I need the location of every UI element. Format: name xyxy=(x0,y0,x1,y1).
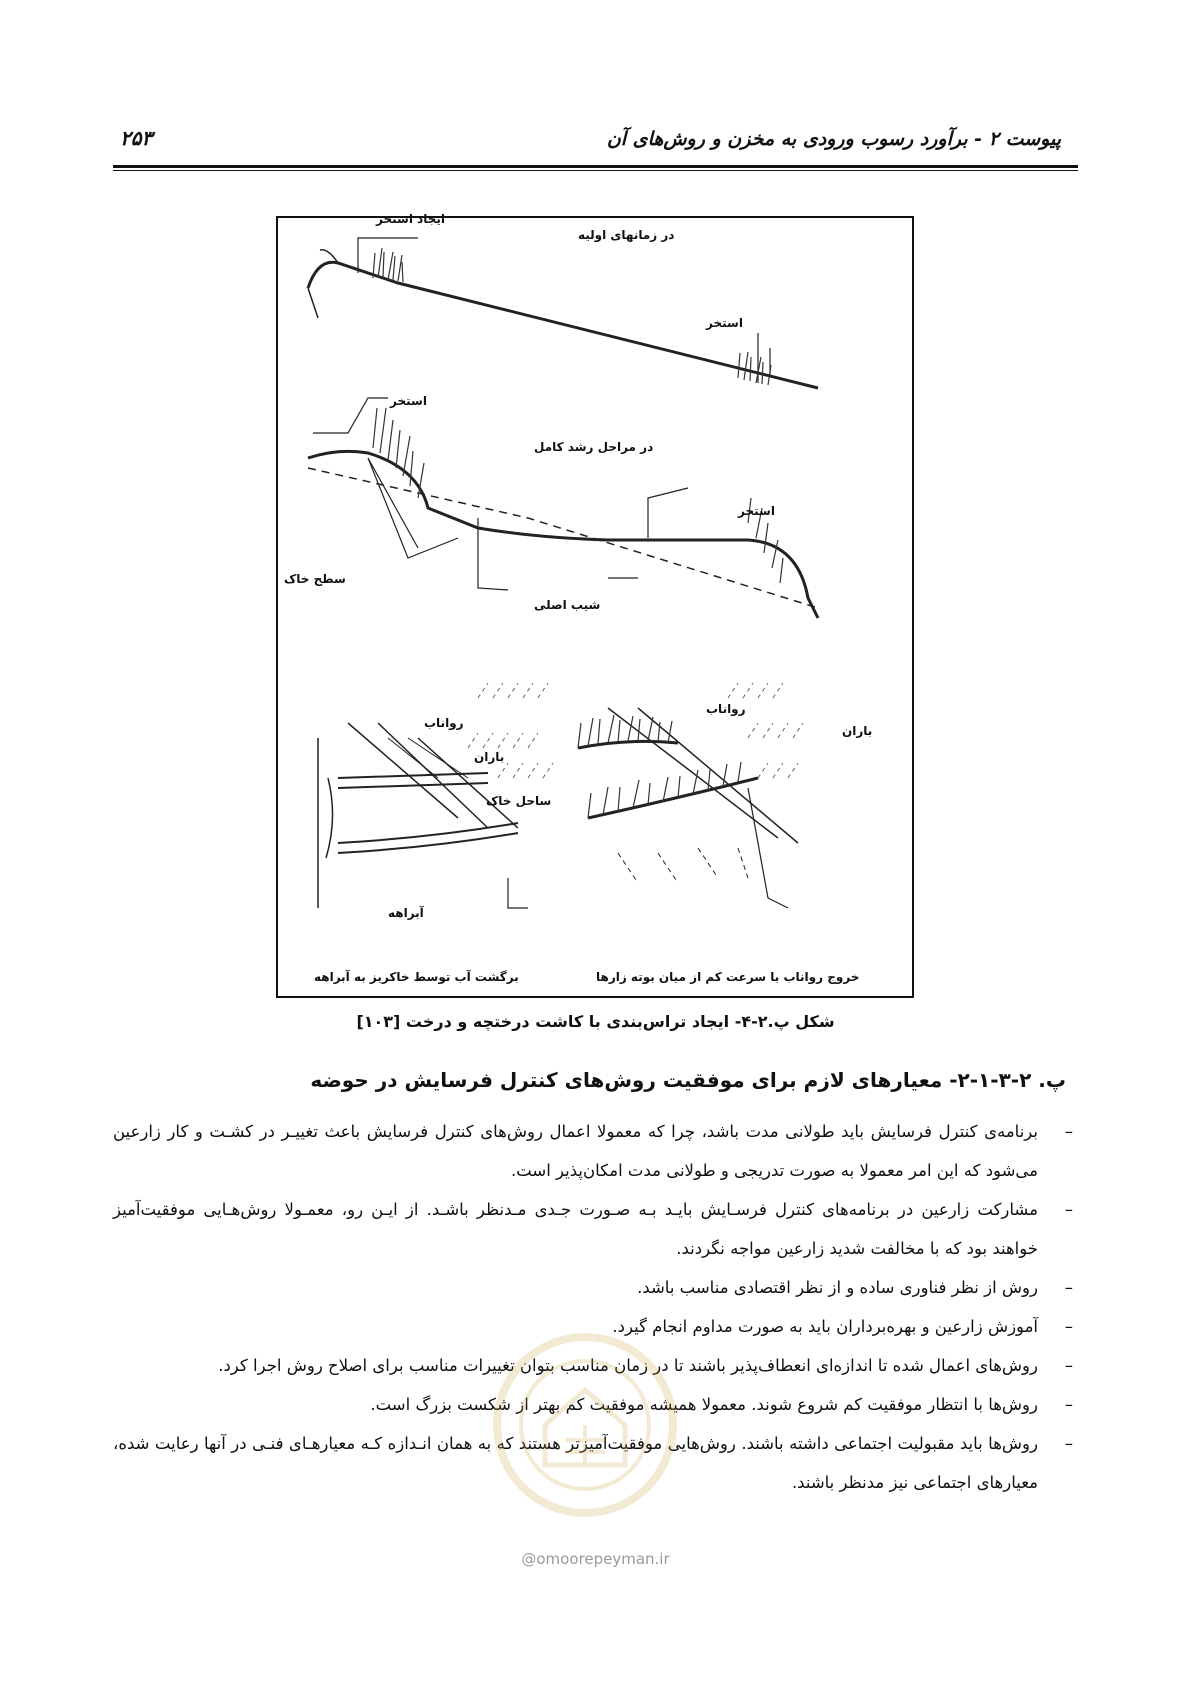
list-item-text: مشارکت زارعین در برنامه‌های کنترل فرسـایش بایـد بـه صـورت جـدی مـدنظر باشـد. از ایـن رو، معمـولا روش‌هـایی موفقیت‌آمیز خواهند بود که با مخالفت شدید زارعین مواجه نگردند. xyxy=(113,1200,1038,1258)
bullet-dash: – xyxy=(1064,1434,1073,1453)
label-pond-1: استخر xyxy=(706,316,743,330)
list-item xyxy=(113,1268,1073,1307)
label-original-slope: شیب اصلی xyxy=(534,598,601,612)
list-item-text: روش‌ها با انتظار موفقیت کم شروع شوند. معمولا همیشه موفقیت کم بهتر از شکست بزرگ است. xyxy=(370,1395,1038,1414)
header-divider xyxy=(113,165,1078,168)
figure-caption: شکل پ.۲-۴- ایجاد تراس‌بندی با کاشت درختچه و درخت [۱۰۳] xyxy=(356,1012,835,1031)
label-runoff-right: رواناب xyxy=(706,702,746,716)
label-runoff-exit: خروج رواناب با سرعت کم از میان بوته زارها xyxy=(596,970,860,984)
label-rain-right: باران xyxy=(842,724,873,738)
label-early-times: در زمانهای اولیه xyxy=(578,228,675,242)
page-header-title: پیوست ۲ - برآورد رسوب ورودی به مخزن و روش‌های آن xyxy=(606,128,1061,150)
header-divider-thin xyxy=(113,170,1078,171)
label-runoff-left: رواناب xyxy=(424,716,464,730)
list-item-text: روش‌های اعمال شده تا اندازه‌ای انعطاف‌پذیر باشند تا در زمان مناسب بتوان تغییرات مناسب برای اصلاح روش اجرا کرد. xyxy=(218,1356,1038,1375)
list-item-text: برنامه‌ی کنترل فرسایش باید طولانی مدت باشد، چرا که معمولا اعمال روش‌های کنترل فرسایش باعث تغییـر در کشـت و کار زارعین می‌شود که این امر معمولا به صورت تدریجی و طولانی مدت امکان‌پذیر است. xyxy=(113,1122,1038,1180)
bullet-dash: – xyxy=(1064,1122,1073,1141)
list-item-text: آموزش زارعین و بهره‌برداران باید به صورت مداوم انجام گیرد. xyxy=(612,1317,1038,1336)
bullet-dash: – xyxy=(1064,1317,1073,1336)
list-item-text: روش از نظر فناوری ساده و از نظر اقتصادی مناسب باشد. xyxy=(637,1278,1038,1297)
watermark-seal-icon xyxy=(490,1330,680,1520)
label-return-water: برگشت آب توسط خاکریز به آبراهه xyxy=(314,970,519,984)
label-pond-creation: ایجاد استخر xyxy=(376,212,446,226)
label-pond-2: استخر xyxy=(390,394,427,408)
section-heading: پ. ۲-۳-۱-۲- معیارهای لازم برای موفقیت روش‌های کنترل فرسایش در حوضه xyxy=(310,1068,1066,1092)
label-full-growth: در مراحل رشد کامل xyxy=(534,440,654,454)
list-item-text: روش‌ها باید مقبولیت اجتماعی داشته باشند. روش‌هایی موفقیت‌آمیزتر هستند که به همان انـدازه کـه معیارهـای فنـی در آنها رعایت شده، معیارهای اجتماعی نیز مدنظر باشند. xyxy=(113,1434,1038,1492)
page-number: ۲۵۳ xyxy=(120,126,153,150)
watermark-site: @omoorepeyman.ir xyxy=(521,1550,670,1568)
bullet-dash: – xyxy=(1064,1356,1073,1375)
list-item xyxy=(113,1190,1073,1268)
bullet-dash: – xyxy=(1064,1278,1073,1297)
figure-terracing-illustration xyxy=(276,212,914,998)
label-soil-bank: ساحل خاک xyxy=(486,794,552,808)
bullet-dash: – xyxy=(1064,1200,1073,1219)
bullet-dash: – xyxy=(1064,1395,1073,1414)
label-soil-surface: سطح خاک xyxy=(284,572,346,586)
label-waterway: آبراهه xyxy=(388,906,424,920)
label-pond-3: استخر xyxy=(738,504,775,518)
list-item xyxy=(113,1112,1073,1190)
label-rain-left: باران xyxy=(474,750,505,764)
